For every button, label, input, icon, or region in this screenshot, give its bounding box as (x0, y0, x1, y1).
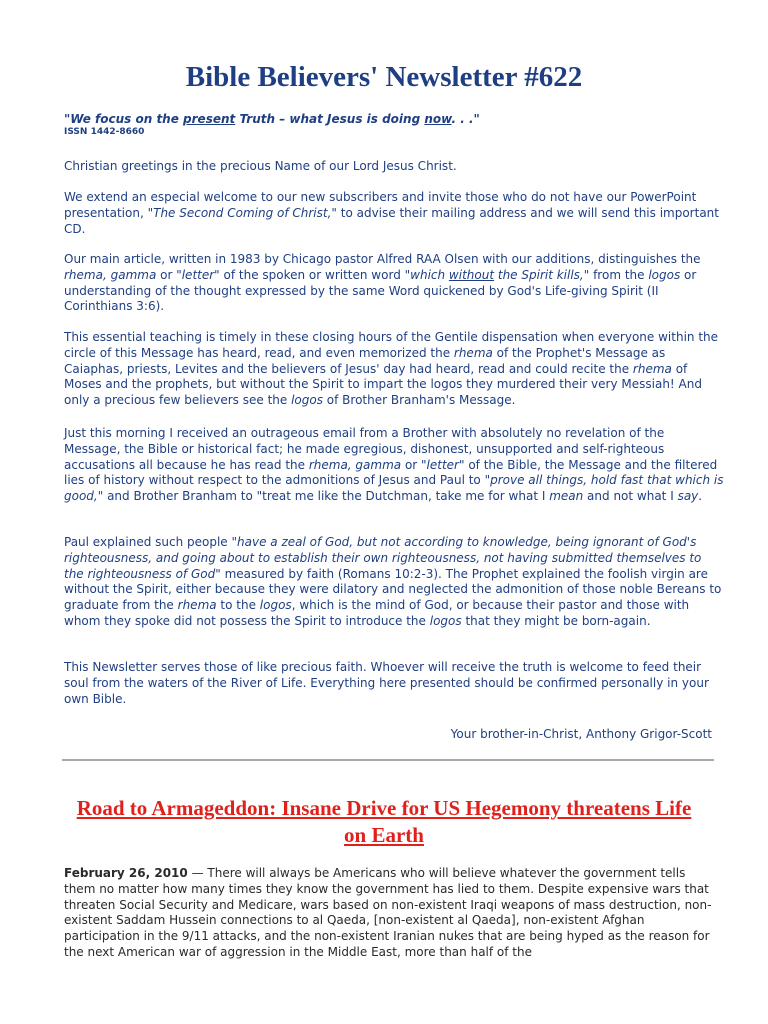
paragraph-text: Our main article, written in 1983 by Chicago pastor Alfred RAA Olsen with our additions, distinguishes the (64, 252, 701, 266)
article-headline[interactable] (64, 795, 704, 849)
paragraph-text: of the spoken or written word (219, 267, 405, 282)
emphasis: rhema, gamma (64, 267, 157, 282)
paragraph-text: from the (589, 267, 649, 282)
cd-title: "The Second Coming of Christ," (147, 205, 337, 220)
emphasis: rhema (632, 361, 672, 376)
paragraph-text: that they might be born-again. (461, 613, 651, 628)
paragraph-text: and Brother Branham to "treat me like the Dutchman, take me for what I (103, 489, 550, 504)
article-headline-link[interactable]: Road to Armageddon: Insane Drive for US Hegemony threatens Life on Earth (76, 796, 692, 847)
emphasis: logos (259, 598, 292, 613)
tagline-present: present (183, 112, 236, 126)
tagline-text: "We focus on the (64, 112, 184, 126)
emphasis: "letter" (176, 267, 220, 282)
emphasis: rhema (177, 598, 217, 613)
emphasis: say (677, 489, 699, 504)
tagline-now: now (424, 112, 452, 126)
paragraph-text: This essential teaching is timely in these closing hours of the Gentile dispensation when everyone within the circle of this Message has heard, read, and even memorized the (64, 330, 719, 360)
article-dash: — (187, 866, 208, 880)
emphasis: logos (429, 613, 462, 628)
intro-paragraph-closing (64, 660, 724, 707)
paragraph-text: to the (216, 598, 260, 613)
paragraph-text: or understanding of the thought expressed by the same Word quickened by God's Life-giving Spirit (II Corinthians 3:6). (64, 267, 697, 314)
emphasis: logos (291, 393, 323, 408)
emphasis: "prove all things, hold fast that which is good," (64, 473, 724, 504)
paragraph-text: We extend an especial welcome to our new subscribers and invite those who do not have our PowerPoint presentation, (64, 190, 697, 220)
article-body (64, 866, 716, 961)
scripture-quote: "have a zeal of God, but not according to knowledge, being ignorant of God's righteousness, and going about to establish their own righteousness, not having submitted themselves to the righteousness of God" (64, 535, 702, 581)
paragraph-text: and not what I (583, 489, 678, 504)
tagline-text: . . ." (451, 112, 480, 126)
tagline-text: Truth – what Jesus is doing (235, 112, 425, 126)
newsletter-tagline (64, 112, 480, 126)
article-text: There will always be Americans who will believe whatever the government tells them no matter how many times they know the government has lied to them. Despite expensive wars that threaten Social Security and Medicare, wars based on non-existent Iraqi weapons of mass destruction, non-existent Saddam Hussein connections to al Qaeda, [non-existent al Qaeda], non-existent Afghan participation in the 9/11 attacks, and the non-existent Iranian nukes that are being hyped as the reason for the next American war of aggression in the Middle East, more than half of the (64, 866, 712, 959)
newsletter-title: Bible Believers' Newsletter #622 (185, 61, 583, 93)
paragraph-text: of Moses and the prophets, but without the Spirit to impart the logos they murdered their very Messiah! And only a precious few believers see the (64, 361, 702, 408)
emphasis: rhema, gamma (308, 457, 402, 472)
paragraph-text: of Brother Branham's Message. (322, 393, 516, 408)
paragraph-text: of the Bible, the Message and the filtered lies of history without respect to the admonitions of Jesus and Paul to (64, 457, 718, 488)
paragraph-text: Paul explained such people (64, 535, 232, 549)
intro-paragraph-paul (64, 535, 724, 630)
emphasis: mean (549, 489, 584, 504)
paragraph-text: or (156, 267, 177, 282)
intro-paragraph-email (64, 426, 724, 505)
section-divider (62, 759, 714, 761)
paragraph-text: measured by faith (Romans 10:2-3). The Prophet explained the foolish virgin are without the Spirit, either because they were dilatory and neglected the admonition of those noble Bereans to graduate from the (64, 566, 722, 613)
emphasis-underlined: without (448, 267, 495, 282)
paragraph-text: or (401, 457, 422, 472)
intro-paragraph-welcome (64, 190, 724, 237)
issn-number: ISSN 1442-8660 (64, 127, 145, 137)
emphasis: "which (404, 267, 449, 282)
paragraph-text: . (698, 489, 703, 504)
paragraph-text: Christian greetings in the precious Name of our Lord Jesus Christ. (64, 159, 457, 173)
paragraph-text: , which is the mind of God, or because their pastor and those with whom they spoke did not possess the Spirit to introduce the (64, 598, 690, 628)
emphasis: rhema (453, 345, 493, 360)
intro-paragraph-teaching (64, 330, 724, 409)
paragraph-text: Just this morning I received an outrageous email from a Brother with absolutely no revelation of the Message, the Bible or historical fact; he made egregious, dishonest, unsupported and self-righteous accusations all because he has read the (64, 426, 665, 472)
emphasis: the Spirit kills," (494, 267, 590, 282)
intro-paragraph-main-article (64, 252, 724, 315)
signature: Your brother-in-Christ, Anthony Grigor-Scott (450, 727, 712, 741)
paragraph-text: to advise their mailing address and we will send this important CD. (64, 205, 719, 236)
emphasis: logos (648, 267, 681, 282)
emphasis: "letter" (421, 457, 465, 472)
paragraph-text: This Newsletter serves those of like precious faith. Whoever will receive the truth is welcome to feed their soul from the waters of the River of Life. Everything here presented should be confirmed personally in your own Bible. (64, 660, 709, 706)
article-date: February 26, 2010 (64, 866, 188, 880)
paragraph-text: of the Prophet's Message as Caiaphas, priests, Levites and the believers of Jesus' day had heard, read and could recite the (64, 345, 666, 376)
intro-paragraph-greeting (64, 159, 724, 175)
